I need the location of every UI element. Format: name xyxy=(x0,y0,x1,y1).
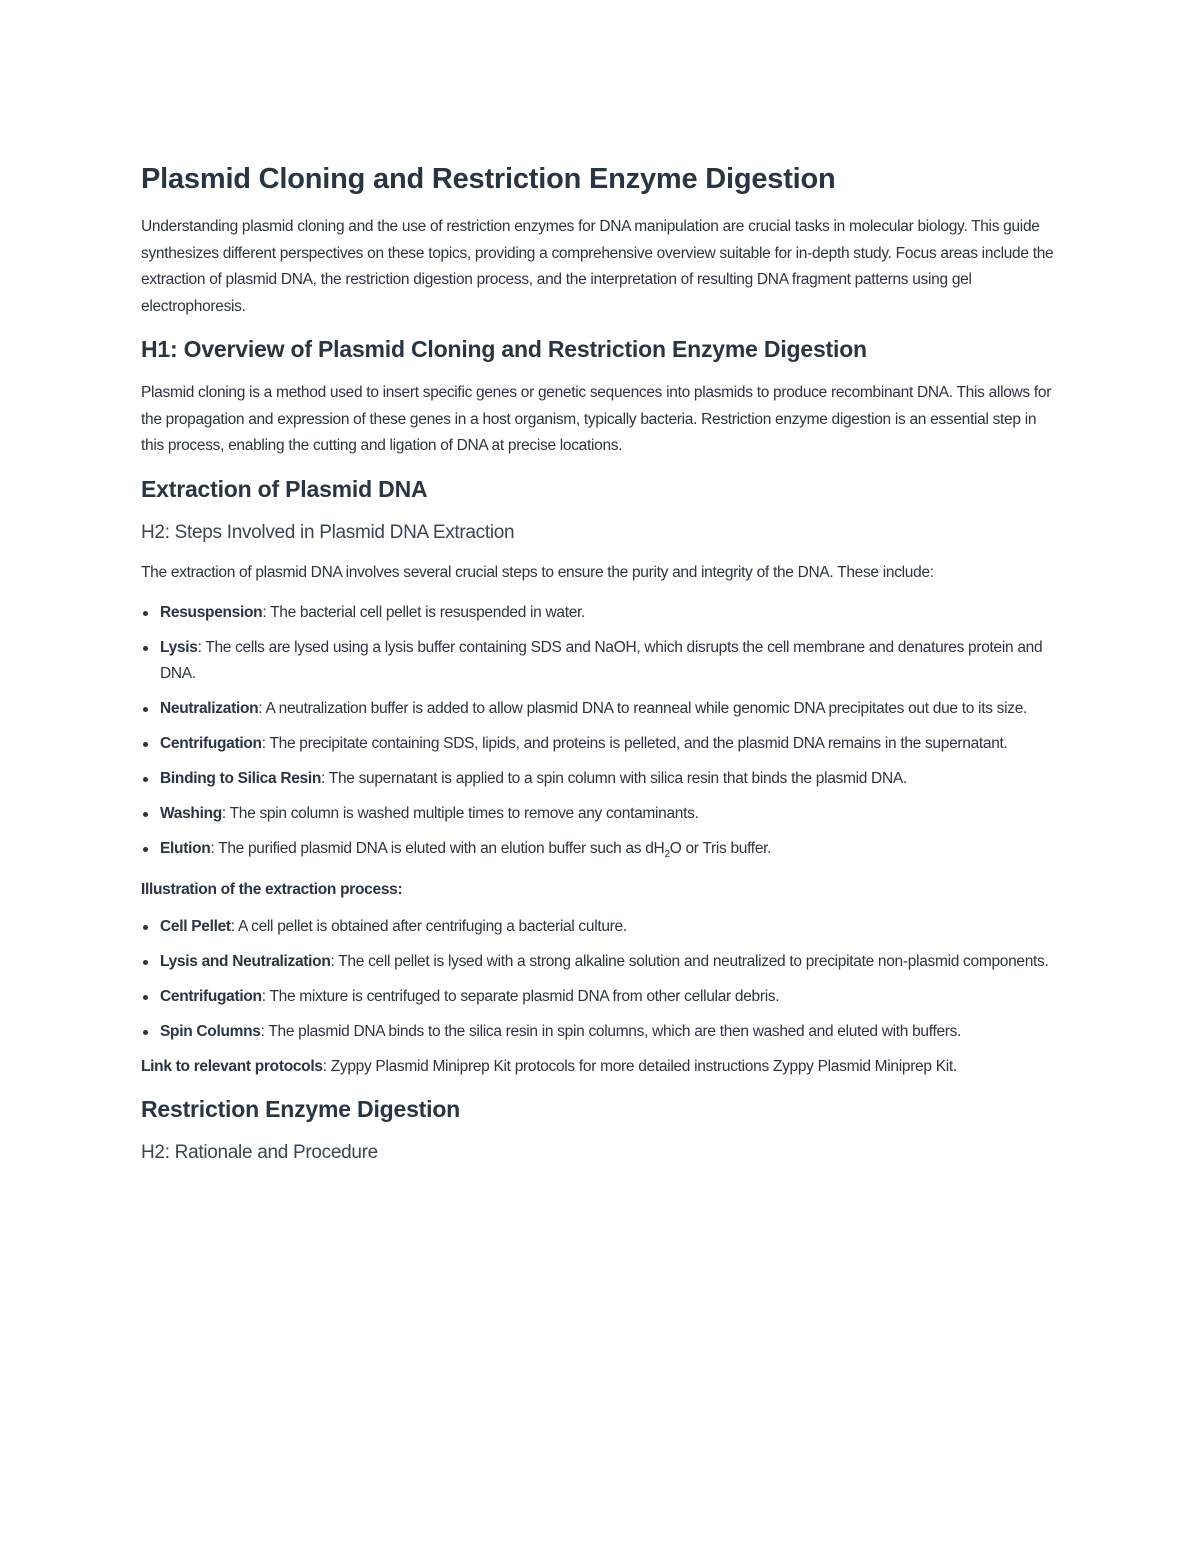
list-item: Binding to Silica Resin: The supernatant is applied to a spin column with silica resin that binds the plasmid DNA. xyxy=(141,766,1061,792)
extraction-heading: Extraction of Plasmid DNA xyxy=(141,475,428,502)
protocol-paragraph: Link to relevant protocols: Zyppy Plasmid Miniprep Kit protocols for more detailed instructions Zyppy Plasmid Miniprep Kit. xyxy=(141,1057,957,1075)
list-item: Centrifugation: The precipitate containing SDS, lipids, and proteins is pelleted, and the plasmid DNA remains in the supernatant. xyxy=(141,731,1061,757)
overview-heading: H1: Overview of Plasmid Cloning and Restriction Enzyme Digestion xyxy=(141,336,867,362)
intro-paragraph: Understanding plasmid cloning and the use of restriction enzymes for DNA manipulation are crucial tasks in molecular biology. This guide synthesizes different perspectives on these topics, providing a comprehensive overview suitable for in-depth study. Focus areas include the extraction of plasmid DNA, the restriction digestion process, and the interpretation of resulting DNA fragment patterns using gel electrophoresis. xyxy=(141,218,1054,315)
extraction-subheading: H2: Steps Involved in Plasmid DNA Extraction xyxy=(141,521,515,543)
overview-paragraph: Plasmid cloning is a method used to insert specific genes or genetic sequences into plasmids to produce recombinant DNA. This allows for the propagation and expression of these genes in a host organism, typically bacteria. Restriction enzyme digestion is an essential step in this process, enabling the cutting and ligation of DNA at precise locations. xyxy=(141,384,1052,454)
list-item: Lysis: The cells are lysed using a lysis buffer containing SDS and NaOH, which disrupts the cell membrane and denatures protein and DNA. xyxy=(141,635,1061,687)
list-item: Centrifugation: The mixture is centrifuged to separate plasmid DNA from other cellular debris. xyxy=(141,984,1061,1010)
list-item: Lysis and Neutralization: The cell pellet is lysed with a strong alkaline solution and neutralized to precipitate non-plasmid components. xyxy=(141,949,1061,975)
digestion-subheading: H2: Rationale and Procedure xyxy=(141,1142,378,1164)
illustration-list xyxy=(141,914,1061,1045)
list-item: Neutralization: A neutralization buffer is added to allow plasmid DNA to reanneal while genomic DNA precipitates out due to its size. xyxy=(141,696,1061,722)
document-page xyxy=(141,150,1061,1180)
illustration-label: Illustration of the extraction process: xyxy=(141,881,403,899)
list-item: Washing: The spin column is washed multiple times to remove any contaminants. xyxy=(141,801,1061,827)
digestion-heading: Restriction Enzyme Digestion xyxy=(141,1096,461,1123)
list-item: Spin Columns: The plasmid DNA binds to the silica resin in spin columns, which are then washed and eluted with buffers. xyxy=(141,1019,1061,1045)
list-item: Cell Pellet: A cell pellet is obtained after centrifuging a bacterial culture. xyxy=(141,914,1061,940)
list-item: Resuspension: The bacterial cell pellet is resuspended in water. xyxy=(141,600,1061,626)
list-item: Elution: The purified plasmid DNA is eluted with an elution buffer such as $dH_2O$ or Tris buffer. xyxy=(141,836,1061,868)
extraction-steps-list xyxy=(141,600,1061,868)
page-title: Plasmid Cloning and Restriction Enzyme Digestion xyxy=(141,163,836,195)
extraction-paragraph: The extraction of plasmid DNA involves several crucial steps to ensure the purity and integrity of the DNA. These include: xyxy=(141,563,934,581)
